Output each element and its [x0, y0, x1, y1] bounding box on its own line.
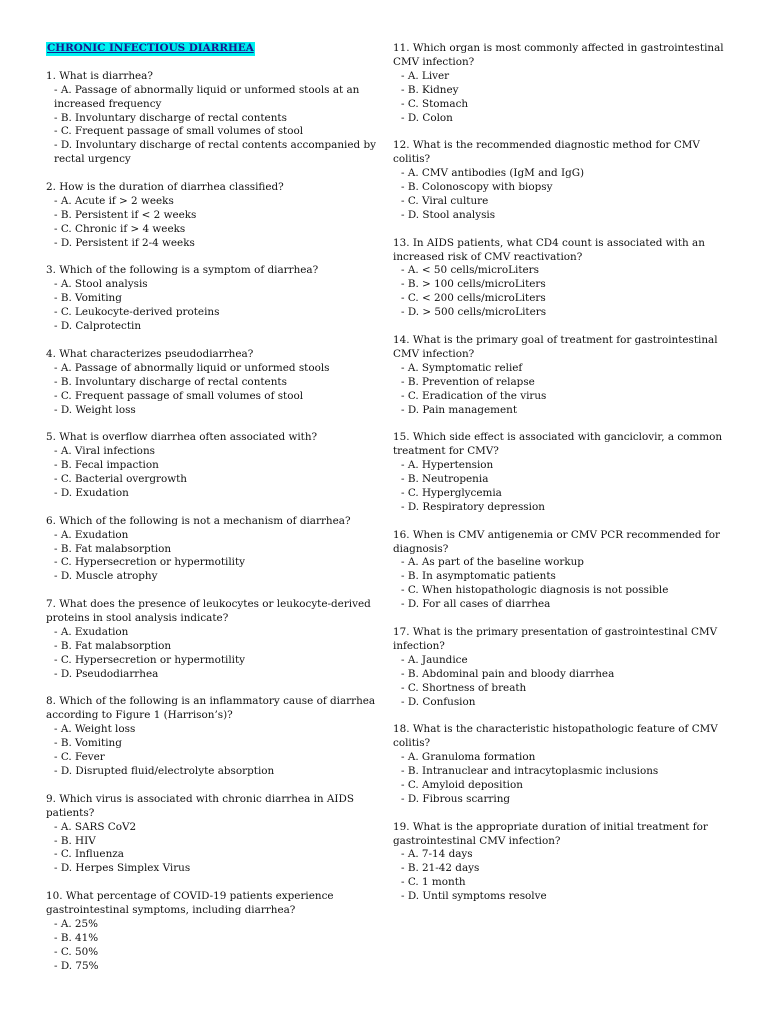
- question-text: 8. Which of the following is an inflammatory cause of diarrhea according to Figure 1 (Harrison’s)?: [46, 695, 376, 722]
- answer-option: - D. > 500 cells/microLiters: [401, 306, 547, 319]
- question-block: [393, 821, 733, 904]
- question-block: [393, 334, 733, 417]
- question-text: 7. What does the presence of leukocytes or leukocyte-derived proteins in stool analysis indicate?: [46, 598, 371, 625]
- answer-option: - D. Respiratory depression: [401, 500, 545, 513]
- question-text: 15. Which side effect is associated with ganciclovir, a common treatment for CMV?: [393, 431, 723, 458]
- question-block: [393, 626, 733, 709]
- answer-option: - C. Leukocyte-derived proteins: [54, 306, 220, 319]
- question-text: 16. When is CMV antigenemia or CMV PCR recommended for diagnosis?: [393, 528, 720, 555]
- answer-option: - C. Fever: [54, 751, 105, 764]
- left-column: [46, 42, 376, 987]
- answer-options: [393, 654, 733, 710]
- answer-option: - D. Calprotectin: [54, 320, 142, 333]
- answer-option: - C. Eradication of the virus: [401, 389, 547, 402]
- answer-option: - D. Exudation: [54, 486, 129, 499]
- answer-options: [46, 84, 376, 167]
- answer-options: [393, 362, 733, 418]
- answer-options: [46, 918, 376, 974]
- answer-option: - A. Hypertension: [401, 459, 494, 472]
- answer-option: - A. Liver: [401, 69, 450, 82]
- answer-option: - A. Weight loss: [54, 723, 136, 736]
- right-column: [393, 42, 733, 918]
- answer-option: - C. Shortness of breath: [401, 681, 527, 694]
- answer-option: - C. Stomach: [401, 97, 469, 110]
- question-block: [393, 529, 733, 612]
- answer-option: - B. Colonoscopy with biopsy: [401, 181, 553, 194]
- answer-option: - A. As part of the baseline workup: [401, 556, 584, 569]
- answer-options: [393, 848, 733, 904]
- answer-option: - D. Until symptoms resolve: [401, 890, 547, 903]
- answer-option: - C. Hyperglycemia: [401, 486, 502, 499]
- page-title: CHRONIC INFECTIOUS DIARRHEA: [47, 42, 254, 54]
- answer-option: - C. Frequent passage of small volumes of stool: [54, 125, 304, 138]
- answer-option: - D. Weight loss: [54, 403, 136, 416]
- answer-options: [393, 751, 733, 807]
- answer-options: [46, 195, 376, 251]
- question-text: 2. How is the duration of diarrhea classified?: [46, 181, 284, 194]
- answer-option: - A. < 50 cells/microLiters: [401, 264, 539, 277]
- question-text: 9. Which virus is associated with chronic diarrhea in AIDS patients?: [46, 792, 354, 819]
- question-block: [46, 431, 376, 501]
- answer-option: - A. Stool analysis: [54, 278, 148, 291]
- answer-option: - B. 21-42 days: [401, 862, 480, 875]
- question-block: [393, 139, 733, 222]
- answer-options: [393, 70, 733, 126]
- question-block: [393, 431, 733, 514]
- answer-option: - C. Chronic if > 4 weeks: [54, 222, 186, 235]
- answer-option: - A. 7-14 days: [401, 848, 473, 861]
- answer-options: [46, 626, 376, 682]
- answer-option: - B. Prevention of relapse: [401, 375, 535, 388]
- question-block: [46, 515, 376, 585]
- answer-option: - C. 1 month: [401, 876, 466, 889]
- question-block: [393, 237, 733, 320]
- answer-option: - D. Muscle atrophy: [54, 570, 158, 583]
- answer-option: - A. Passage of abnormally liquid or unformed stools: [54, 361, 330, 374]
- answer-option: - C. Viral culture: [401, 194, 489, 207]
- answer-option: - A. Granuloma formation: [401, 751, 536, 764]
- answer-option: - B. > 100 cells/microLiters: [401, 278, 546, 291]
- question-text: 5. What is overflow diarrhea often associated with?: [46, 431, 318, 444]
- answer-option: - B. Involuntary discharge of rectal contents: [54, 111, 287, 124]
- answer-option: - A. Jaundice: [401, 653, 468, 666]
- answer-option: - D. 75%: [54, 959, 99, 972]
- answer-options: [393, 556, 733, 612]
- answer-option: - A. Symptomatic relief: [401, 361, 523, 374]
- answer-option: - D. Pseudodiarrhea: [54, 667, 159, 680]
- answer-option: - B. Vomiting: [54, 292, 122, 305]
- question-block: [46, 264, 376, 334]
- answer-option: - C. Frequent passage of small volumes of stool: [54, 389, 304, 402]
- answer-options: [46, 723, 376, 779]
- answer-options: [393, 167, 733, 223]
- answer-option: - B. Vomiting: [54, 737, 122, 750]
- answer-options: [46, 821, 376, 877]
- question-list-right: [393, 42, 733, 904]
- answer-option: - C. Amyloid deposition: [401, 778, 523, 791]
- answer-option: - D. Persistent if 2-4 weeks: [54, 236, 195, 249]
- answer-options: [46, 362, 376, 418]
- question-text: 17. What is the primary presentation of gastrointestinal CMV infection?: [393, 625, 718, 652]
- answer-option: - B. Intranuclear and intracytoplasmic inclusions: [401, 765, 659, 778]
- question-text: 19. What is the appropriate duration of initial treatment for gastrointestinal CMV infection?: [393, 820, 708, 847]
- question-text: 6. Which of the following is not a mechanism of diarrhea?: [46, 514, 351, 527]
- question-text: 1. What is diarrhea?: [46, 69, 153, 82]
- answer-option: - B. Fat malabsorption: [54, 542, 172, 555]
- question-text: 4. What characterizes pseudodiarrhea?: [46, 347, 254, 360]
- answer-option: - A. SARS CoV2: [54, 820, 137, 833]
- answer-option: - B. Fat malabsorption: [54, 639, 172, 652]
- answer-options: [393, 459, 733, 515]
- question-text: 13. In AIDS patients, what CD4 count is associated with an increased risk of CMV reactivation?: [393, 236, 705, 263]
- answer-option: - D. Fibrous scarring: [401, 792, 511, 805]
- answer-option: - D. For all cases of diarrhea: [401, 598, 551, 611]
- question-block: [46, 695, 376, 778]
- answer-option: - B. In asymptomatic patients: [401, 570, 556, 583]
- answer-option: - A. 25%: [54, 917, 99, 930]
- answer-options: [46, 445, 376, 501]
- answer-option: - B. 41%: [54, 931, 99, 944]
- answer-option: - A. Viral infections: [54, 445, 155, 458]
- question-text: 18. What is the characteristic histopathologic feature of CMV colitis?: [393, 723, 718, 750]
- question-block: [46, 598, 376, 681]
- answer-option: - A. CMV antibodies (IgM and IgG): [401, 167, 585, 180]
- answer-options: [393, 264, 733, 320]
- answer-option: - A. Acute if > 2 weeks: [54, 194, 174, 207]
- question-block: [46, 890, 376, 973]
- answer-option: - C. 50%: [54, 945, 99, 958]
- answer-option: - D. Colon: [401, 111, 453, 124]
- answer-option: - D. Herpes Simplex Virus: [54, 862, 191, 875]
- answer-option: - A. Passage of abnormally liquid or unformed stools at an increased frequency: [54, 83, 360, 110]
- answer-option: - D. Confusion: [401, 695, 476, 708]
- answer-option: - C. Bacterial overgrowth: [54, 473, 187, 486]
- answer-option: - B. Abdominal pain and bloody diarrhea: [401, 667, 615, 680]
- question-text: 10. What percentage of COVID-19 patients experience gastrointestinal symptoms, including diarrhea?: [46, 890, 334, 917]
- answer-option: - C. When histopathologic diagnosis is not possible: [401, 584, 669, 597]
- answer-option: - D. Pain management: [401, 403, 518, 416]
- answer-option: - B. Neutropenia: [401, 473, 489, 486]
- answer-option: - D. Stool analysis: [401, 208, 496, 221]
- answer-option: - B. Fecal impaction: [54, 459, 159, 472]
- answer-options: [46, 278, 376, 334]
- answer-option: - C. Influenza: [54, 848, 124, 861]
- answer-option: - B. Kidney: [401, 83, 459, 96]
- answer-option: - C. < 200 cells/microLiters: [401, 292, 546, 305]
- answer-option: - C. Hypersecretion or hypermotility: [54, 556, 246, 569]
- answer-option: - B. HIV: [54, 834, 96, 847]
- answer-options: [46, 529, 376, 585]
- question-text: 11. Which organ is most commonly affected in gastrointestinal CMV infection?: [393, 42, 724, 68]
- question-block: [46, 793, 376, 876]
- answer-option: - B. Persistent if < 2 weeks: [54, 208, 197, 221]
- question-text: 12. What is the recommended diagnostic method for CMV colitis?: [393, 139, 700, 166]
- answer-option: - B. Involuntary discharge of rectal contents: [54, 375, 287, 388]
- question-block: [393, 42, 733, 125]
- answer-option: - A. Exudation: [54, 625, 129, 638]
- question-block: [46, 70, 376, 167]
- answer-option: - C. Hypersecretion or hypermotility: [54, 653, 246, 666]
- answer-option: - A. Exudation: [54, 528, 129, 541]
- answer-option: - D. Involuntary discharge of rectal contents accompanied by rectal urgency: [54, 139, 376, 166]
- question-block: [46, 348, 376, 418]
- question-list-left: [46, 70, 376, 974]
- question-block: [46, 181, 376, 251]
- question-block: [393, 723, 733, 806]
- question-text: 14. What is the primary goal of treatment for gastrointestinal CMV infection?: [393, 333, 718, 360]
- question-text: 3. Which of the following is a symptom of diarrhea?: [46, 264, 319, 277]
- answer-option: - D. Disrupted fluid/electrolyte absorption: [54, 765, 275, 777]
